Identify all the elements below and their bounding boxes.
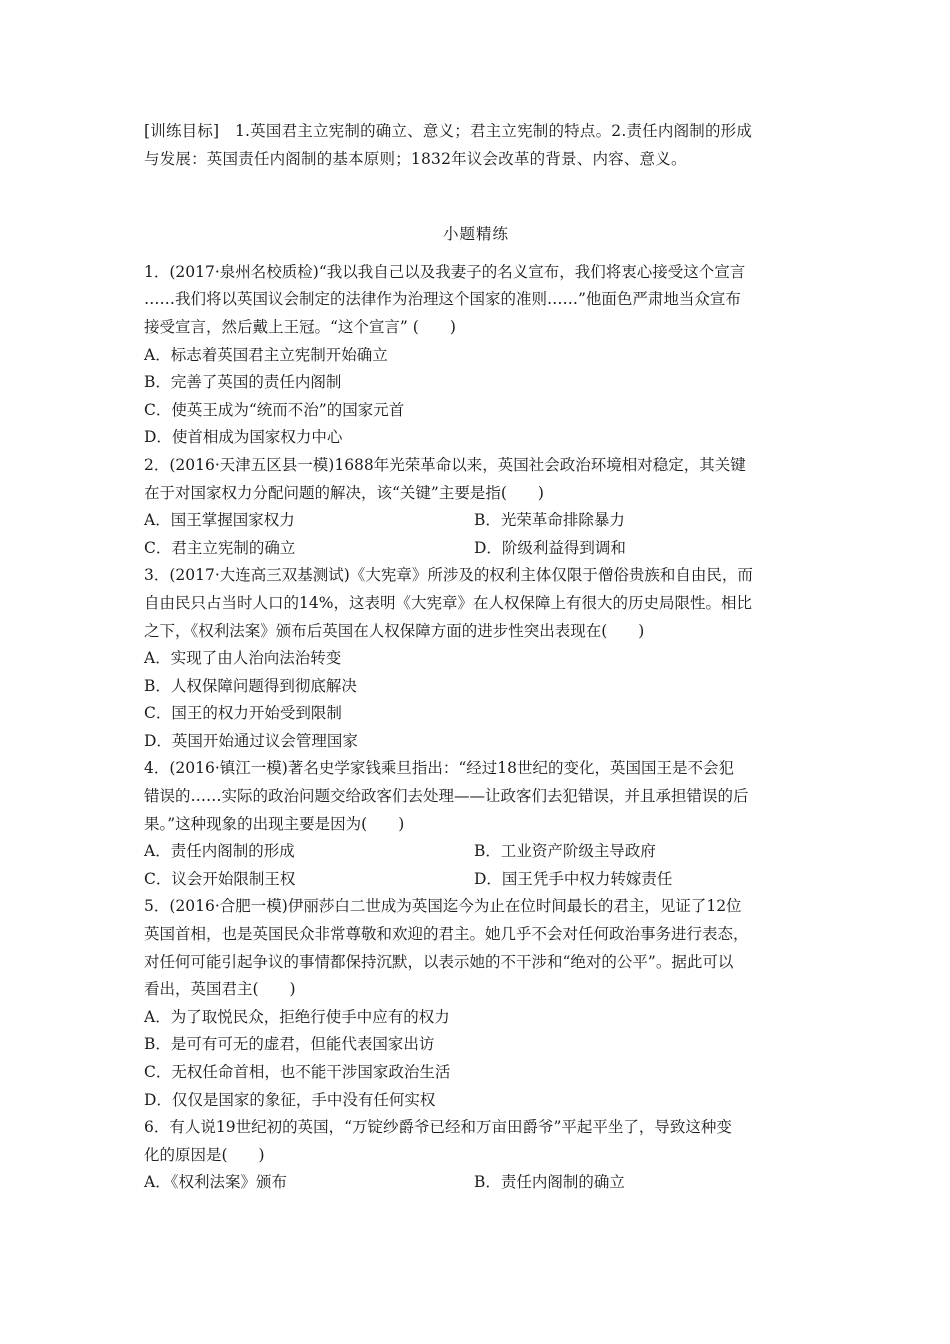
option-row bbox=[144, 507, 808, 535]
question-stem-line: 之下，《权利法案》颁布后英国在人权保障方面的进步性突出表现在( ) bbox=[144, 621, 645, 640]
section-title: 小题精练 bbox=[442, 225, 509, 244]
option-c: C．君主立宪制的确立 bbox=[144, 538, 296, 557]
option-a: A．国王掌握国家权力 bbox=[144, 511, 295, 530]
option-c: C．无权任命首相，也不能干涉国家政治生活 bbox=[144, 1063, 451, 1081]
question-stem-line: 3．(2017·大连高三双基测试)《大宪章》所涉及的权利主体仅限于僧俗贵族和自由民，而 bbox=[144, 566, 753, 585]
option-row bbox=[144, 866, 808, 894]
question-6 bbox=[144, 1114, 808, 1197]
option-b: B．工业资产阶级主导政府 bbox=[474, 842, 656, 861]
option-a: A．《权利法案》颁布 bbox=[144, 1173, 287, 1192]
question-stem-line: 接受宣言，然后戴上王冠。“这个宣言” ( ) bbox=[144, 317, 456, 336]
option-b: B．责任内阁制的确立 bbox=[474, 1173, 625, 1192]
option-b: B．人权保障问题得到彻底解决 bbox=[144, 676, 357, 695]
document-page bbox=[144, 118, 808, 1197]
question-stem-line: 在于对国家权力分配问题的解决，该“关键”主要是指( ) bbox=[144, 483, 544, 502]
question-stem-line: 果。”这种现象的出现主要是因为( ) bbox=[144, 814, 405, 833]
question-stem-line: 化的原因是( ) bbox=[144, 1145, 265, 1164]
question-5 bbox=[144, 893, 808, 1114]
option-d: D．英国开始通过议会管理国家 bbox=[144, 731, 358, 750]
option-b: B．光荣革命排除暴力 bbox=[474, 511, 625, 530]
question-stem-line: 看出，英国君主( ) bbox=[144, 980, 296, 999]
option-d: D．阶级利益得到调和 bbox=[474, 538, 626, 557]
question-stem-line: 自由民只占当时人口的14%，这表明《大宪章》在人权保障上有很大的历史局限性。相比 bbox=[144, 593, 752, 612]
training-goal-line-2: 与发展：英国责任内阁制的基本原则；1832年议会改革的背景、内容、意义。 bbox=[144, 149, 687, 168]
question-4 bbox=[144, 755, 808, 893]
question-stem-line: 对任何可能引起争议的事情都保持沉默，以表示她的不干涉和“绝对的公平”。据此可以 bbox=[144, 952, 734, 971]
option-b: B．完善了英国的责任内阁制 bbox=[144, 373, 342, 392]
option-d: D．仅仅是国家的象征，手中没有任何实权 bbox=[144, 1090, 436, 1109]
question-stem-line: 2．(2016·天津五区县一模)1688年光荣革命以来，英国社会政治环境相对稳定，其关键 bbox=[144, 455, 746, 474]
option-c: C．议会开始限制王权 bbox=[144, 869, 296, 888]
option-a: A．为了取悦民众，拒绝行使手中应有的权力 bbox=[144, 1007, 450, 1026]
question-stem-line: 5．(2016·合肥一模)伊丽莎白二世成为英国迄今为止在位时间最长的君主，见证了12位 bbox=[144, 897, 742, 916]
question-stem-line: 6．有人说19世纪初的英国，“万锭纱爵爷已经和万亩田爵爷”平起平坐了，导致这种变 bbox=[144, 1118, 732, 1137]
question-stem-line: 英国首相，也是英国民众非常尊敬和欢迎的君主。她几乎不会对任何政治事务进行表态， bbox=[144, 925, 749, 944]
question-3 bbox=[144, 562, 808, 755]
question-stem-line: 4．(2016·镇江一模)著名史学家钱乘旦指出：“经过18世纪的变化，英国国王是不会犯 bbox=[144, 759, 734, 778]
question-stem-line: 1．(2017·泉州名校质检)“我以我自己以及我妻子的名义宣布，我们将衷心接受这个宣言 bbox=[144, 262, 746, 281]
option-row bbox=[144, 1169, 808, 1197]
question-stem-line: ……我们将以英国议会制定的法律作为治理这个国家的准则……”他面色严肃地当众宣布 bbox=[144, 290, 741, 309]
option-a: A．标志着英国君主立宪制开始确立 bbox=[144, 345, 388, 364]
option-row bbox=[144, 535, 808, 563]
question-1 bbox=[144, 259, 808, 452]
option-b: B．是可有可无的虚君，但能代表国家出访 bbox=[144, 1035, 435, 1054]
option-a: A．实现了由人治向法治转变 bbox=[144, 649, 342, 668]
question-2 bbox=[144, 452, 808, 562]
training-goal-line-1: [训练目标] 1.英国君主立宪制的确立、意义；君主立宪制的特点。2.责任内阁制的形成 bbox=[144, 122, 753, 140]
option-d: D．使首相成为国家权力中心 bbox=[144, 428, 343, 447]
question-stem-line: 错误的……实际的政治问题交给政客们去处理——让政客们去犯错误，并且承担错误的后 bbox=[144, 787, 749, 806]
option-c: C．国王的权力开始受到限制 bbox=[144, 704, 342, 723]
option-c: C．使英王成为“统而不治”的国家元首 bbox=[144, 400, 405, 419]
option-row bbox=[144, 838, 808, 866]
option-d: D．国王凭手中权力转嫁责任 bbox=[474, 869, 673, 888]
option-a: A．责任内阁制的形成 bbox=[144, 842, 295, 861]
